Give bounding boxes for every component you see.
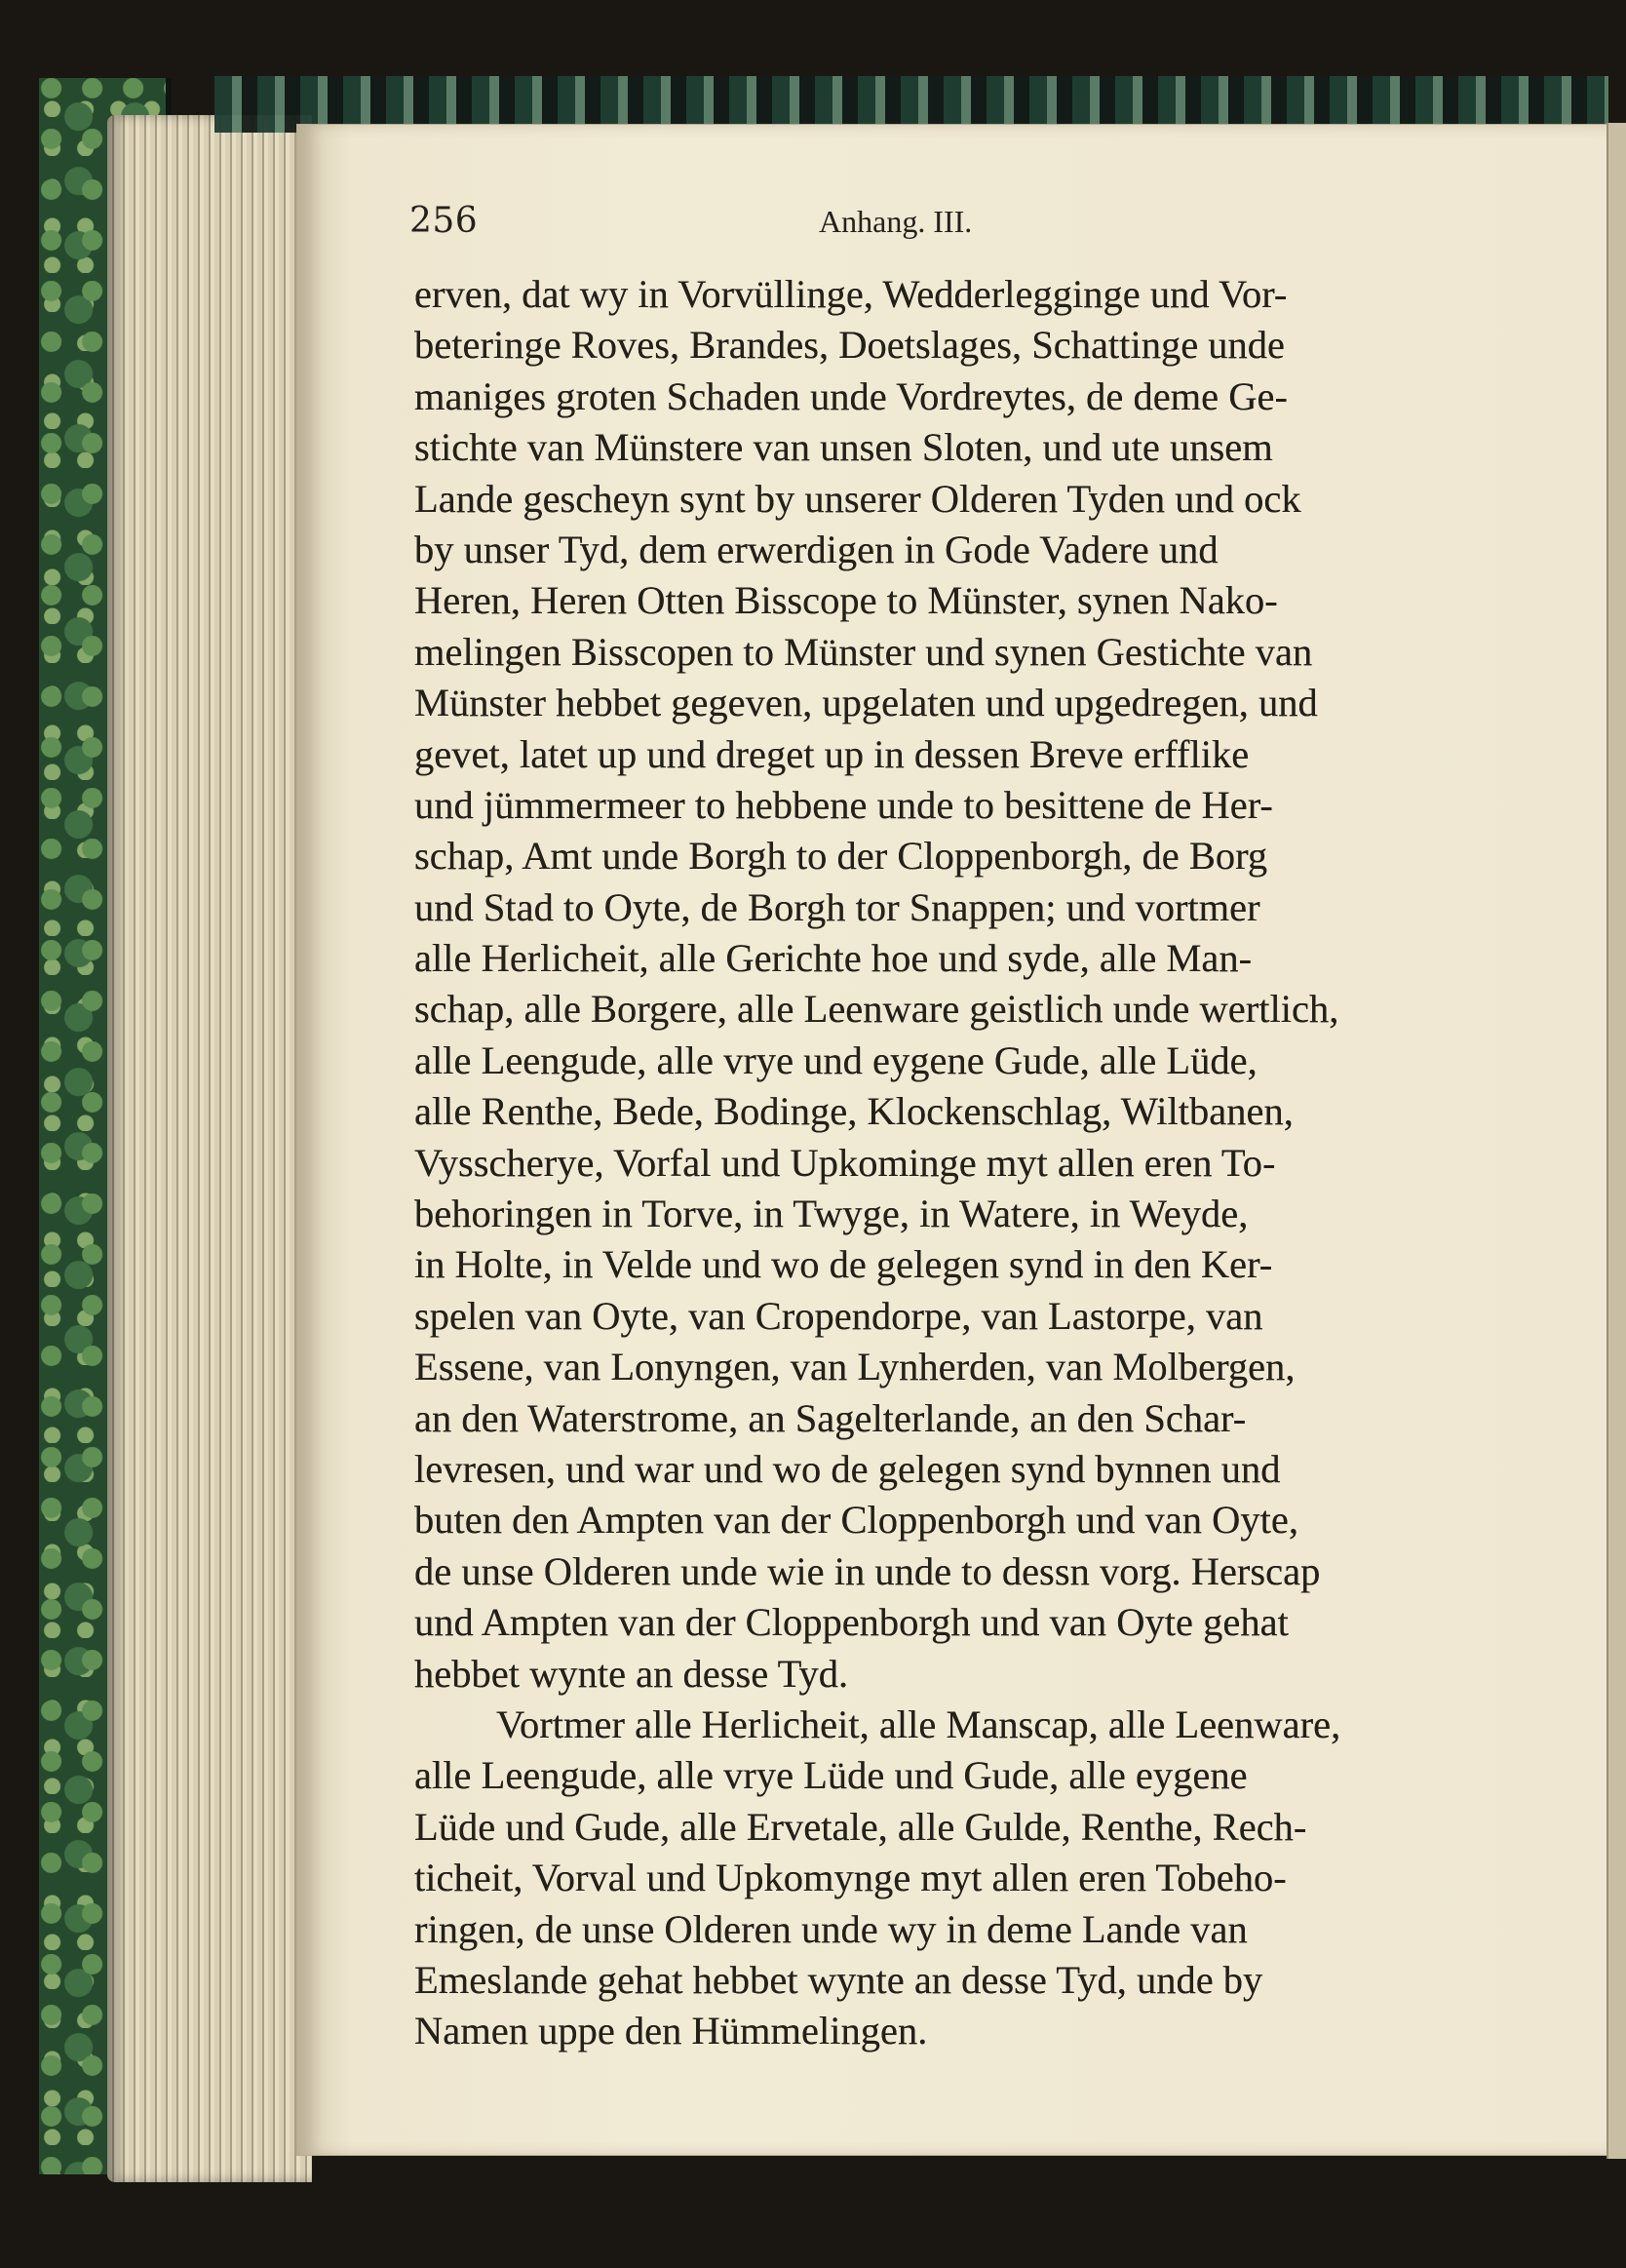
text-line: Vysscherye, Vorfal und Upkominge myt allen eren To- [414, 1140, 1276, 1185]
text-line: Vortmer alle Herlicheit, alle Manscap, alle Leenware, [496, 1701, 1341, 1746]
text-line: und jümmermeer to hebbene unde to besittene de Her- [414, 782, 1273, 827]
chapter-title: Anhang. III. [819, 204, 973, 239]
text-line: melingen Bisscopen to Münster und synen Gestichte van [414, 629, 1313, 674]
running-header [409, 201, 1150, 259]
text-line: alle Herlicheit, alle Gerichte hoe und syde, alle Man- [414, 936, 1253, 981]
text-line: stichte van Münstere van unsen Sloten, und ute unsem [414, 425, 1273, 470]
text-line: gevet, latet up und dreget up in dessen Breve erfflike [414, 731, 1250, 776]
text-line: in Holte, in Velde und wo de gelegen synd in den Ker- [414, 1242, 1273, 1287]
text-line: und Stad to Oyte, de Borgh tor Snappen; und vortmer [414, 884, 1260, 929]
text-line: beteringe Roves, Brandes, Doetslages, Schattinge unde [414, 323, 1286, 368]
body-text [414, 269, 1496, 2057]
text-line: hebbet wynte an desse Tyd. [414, 1651, 849, 1696]
text-line: Heren, Heren Otten Bisscope to Münster, synen Nako- [414, 578, 1278, 623]
text-line: alle Renthe, Bede, Bodinge, Klockenschlag, Wiltbanen, [414, 1089, 1294, 1134]
text-line: Lande gescheyn synt by unserer Olderen Tyden und ock [414, 476, 1301, 521]
text-line: behoringen in Torve, in Twyge, in Watere, in Weyde, [414, 1192, 1249, 1236]
text-line: Lüde und Gude, alle Ervetale, alle Gulde, Renthe, Rech- [414, 1804, 1307, 1849]
text-line: spelen van Oyte, van Cropendorpe, van Lastorpe, van [414, 1293, 1263, 1338]
text-line: Münster hebbet gegeven, upgelaten und upgedregen, und [414, 681, 1318, 725]
text-line: Namen uppe den Hümmelingen. [414, 2009, 928, 2053]
right-page-edge [1607, 123, 1626, 2159]
text-line: de unse Olderen unde wie in unde to dessn vorg. Herscap [414, 1548, 1321, 1593]
text-line: buten den Ampten van der Cloppenborgh und van Oyte, [414, 1498, 1298, 1543]
text-line: alle Leengude, alle vrye und eygene Gude, alle Lüde, [414, 1037, 1258, 1082]
text-line: Emeslande gehat hebbet wynte an desse Tyd, unde by [414, 1957, 1263, 2002]
text-line: und Ampten van der Cloppenborgh und van Oyte gehat [414, 1600, 1289, 1645]
text-line: levresen, und war und wo de gelegen synd bynnen und [414, 1446, 1281, 1491]
text-line: an den Waterstrome, an Sagelterlande, an den Schar- [414, 1395, 1247, 1440]
text-line: alle Leengude, alle vrye Lüde und Gude, alle eygene [414, 1753, 1248, 1798]
text-line: ticheit, Vorval und Upkomynge myt allen eren Tobeho- [414, 1856, 1287, 1900]
page-number: 256 [409, 201, 479, 241]
text-line: maniges groten Schaden unde Vordreytes, de deme Ge- [414, 373, 1288, 418]
text-line: schap, alle Borgere, alle Leenware geistlich unde wertlich, [414, 987, 1339, 1032]
text-line: erven, dat wy in Vorvüllinge, Wedderlegginge und Vor- [414, 272, 1288, 316]
text-line: ringen, de unse Olderen unde wy in deme Lande van [414, 1906, 1248, 1951]
text-line: Essene, van Lonyngen, van Lynherden, van Molbergen, [414, 1345, 1296, 1389]
text-line: schap, Amt unde Borgh to der Cloppenborgh, de Borg [414, 834, 1268, 879]
page-edge-stack [107, 115, 312, 2182]
text-line: by unser Tyd, dem erwerdigen in Gode Vadere und [414, 527, 1219, 571]
